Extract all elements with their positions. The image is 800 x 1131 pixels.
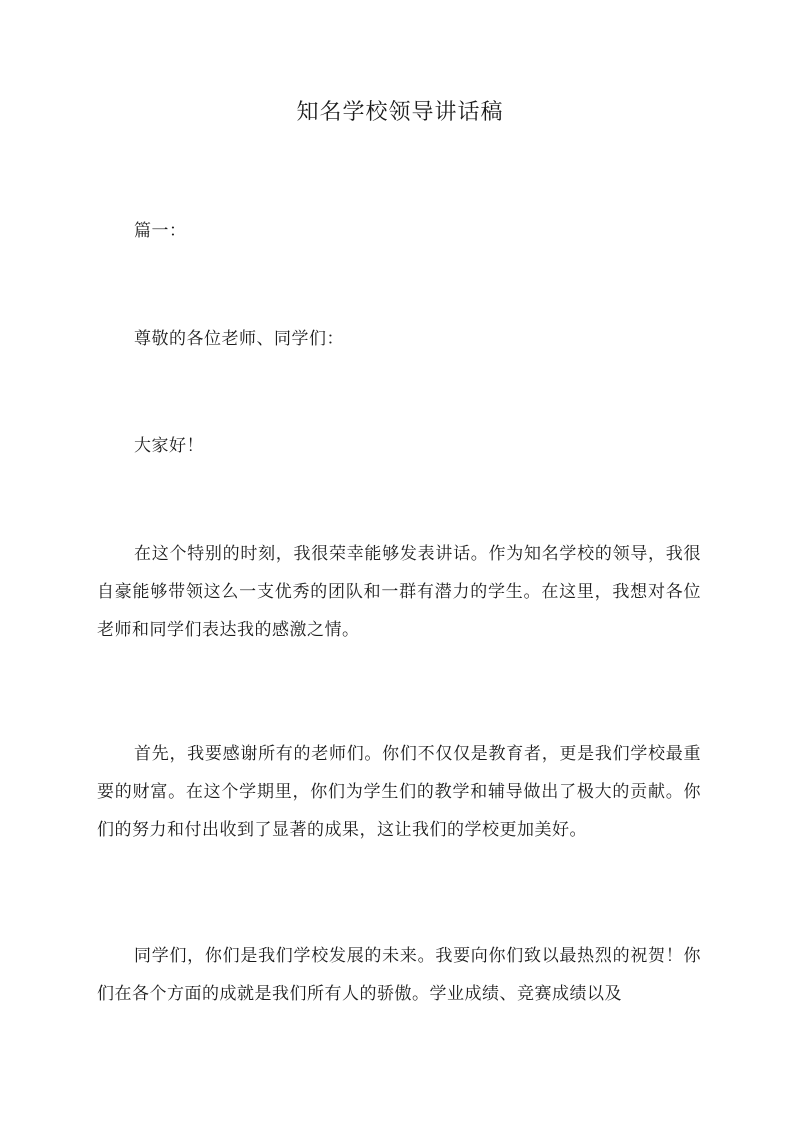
hello-line: 大家好！ xyxy=(134,436,204,456)
body-paragraph-3: 同学们，你们是我们学校发展的未来。我要向你们致以最热烈的祝贺！你们在各个方面的成就是我们所有人的骄傲。学业成绩、竞赛成绩以及 xyxy=(97,946,701,1004)
greeting-line: 尊敬的各位老师、同学们： xyxy=(134,329,344,349)
body-paragraph-2: 首先，我要感谢所有的老师们。你们不仅仅是教育者，更是我们学校最重要的财富。在这个学期里，你们为学生们的教学和辅导做出了极大的贡献。你们的努力和付出收到了显著的成果，这让我们的学校更加美好。 xyxy=(97,744,701,840)
section-label: 篇一： xyxy=(134,221,187,241)
body-paragraph-1: 在这个特别的时刻，我很荣幸能够发表讲话。作为知名学校的领导，我很自豪能够带领这么一支优秀的团队和一群有潜力的学生。在这里，我想对各位老师和同学们表达我的感激之情。 xyxy=(97,544,701,640)
document-title: 知名学校领导讲话稿 xyxy=(296,100,504,125)
